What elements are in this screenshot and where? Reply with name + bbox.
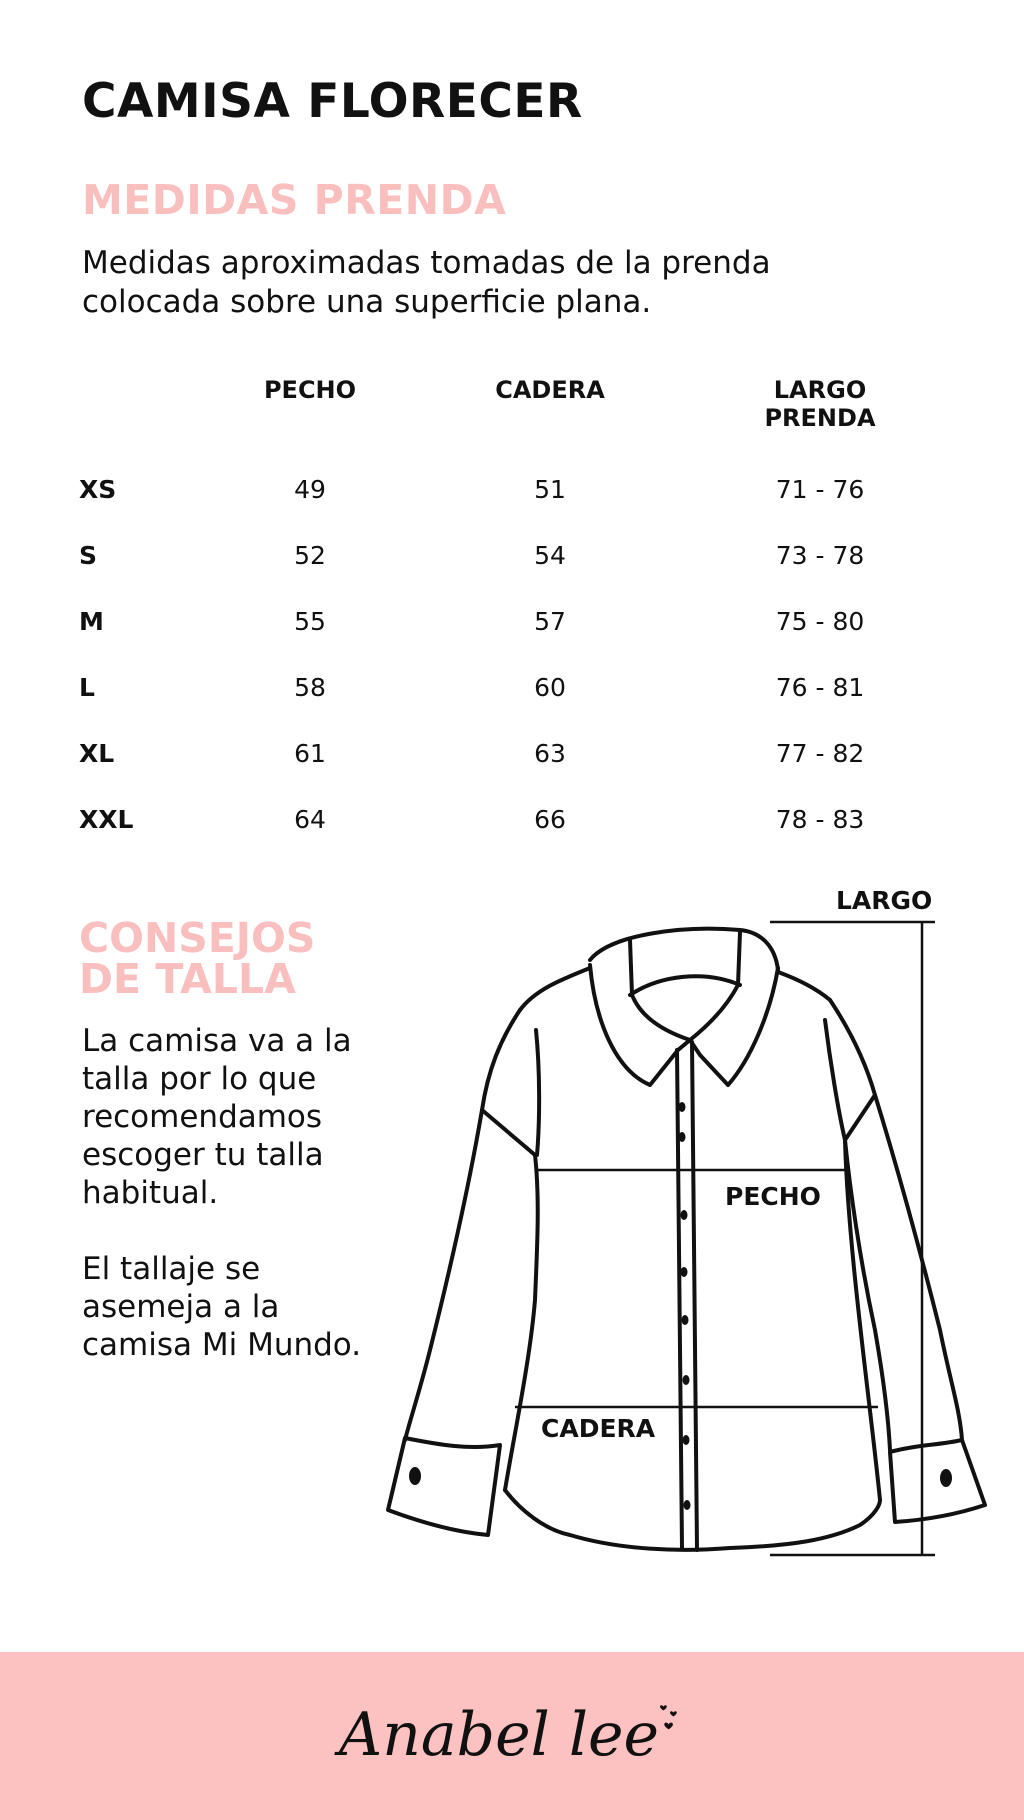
pecho-cell: 49: [294, 474, 326, 504]
size-cell: S: [79, 540, 98, 570]
cadera-cell: 54: [534, 540, 566, 570]
tips-paragraph: El tallaje se asemeja a la camisa Mi Mundo.: [82, 1251, 362, 1363]
shirt-icon: [0, 860, 1024, 1560]
hearts-icon: [659, 1700, 685, 1736]
size-cell: L: [79, 672, 95, 702]
table-header-largo: [690, 376, 950, 456]
cadera-label: CADERA: [541, 1414, 656, 1443]
size-cell: XS: [79, 474, 117, 504]
largo-cell: 76 - 81: [775, 672, 865, 702]
pecho-cell: 64: [294, 804, 326, 834]
measurements-description: Medidas aproximadas tomadas de la prenda colocada sobre una superficie plana.: [82, 245, 771, 320]
size-table: [70, 376, 950, 852]
size-cell: XL: [79, 738, 115, 768]
cadera-cell: 66: [534, 804, 566, 834]
largo-label: LARGO: [836, 886, 933, 915]
cadera-cell: 60: [534, 672, 566, 702]
pecho-cell: 52: [294, 540, 326, 570]
size-cell: XXL: [79, 804, 134, 834]
measurements-heading: MEDIDAS PRENDA: [82, 176, 507, 224]
table-row: [70, 654, 950, 720]
table-header-cadera: CADERA: [495, 376, 605, 404]
largo-cell: 77 - 82: [775, 738, 865, 768]
largo-cell: 73 - 78: [775, 540, 865, 570]
tips-paragraph: La camisa va a la talla por lo que recomendamos escoger tu talla habitual.: [82, 1023, 352, 1211]
largo-cell: 71 - 76: [775, 474, 865, 504]
brand-logo: [0, 1700, 1024, 1770]
cadera-cell: 57: [534, 606, 566, 636]
size-cell: M: [79, 606, 104, 636]
brand-logo-text: Anabel lee: [338, 1700, 660, 1770]
table-header-largo-label: LARGO PRENDA: [764, 376, 876, 432]
footer: [0, 1652, 1024, 1820]
cadera-cell: 51: [534, 474, 566, 504]
table-row: [70, 522, 950, 588]
table-row: [70, 588, 950, 654]
table-row: [70, 786, 950, 852]
table-row: [70, 456, 950, 522]
pecho-cell: 61: [294, 738, 326, 768]
pecho-cell: 55: [294, 606, 326, 636]
pecho-label: PECHO: [725, 1182, 821, 1211]
table-row: [70, 720, 950, 786]
pecho-cell: 58: [294, 672, 326, 702]
cadera-cell: 63: [534, 738, 566, 768]
table-header-pecho: PECHO: [263, 376, 357, 404]
tips-heading: CONSEJOS DE TALLA: [79, 914, 316, 1003]
table-header-size: [70, 376, 210, 456]
largo-cell: 75 - 80: [775, 606, 865, 636]
page-title: CAMISA FLORECER: [82, 74, 583, 129]
table-header-row: [70, 376, 950, 456]
largo-cell: 78 - 83: [775, 804, 865, 834]
